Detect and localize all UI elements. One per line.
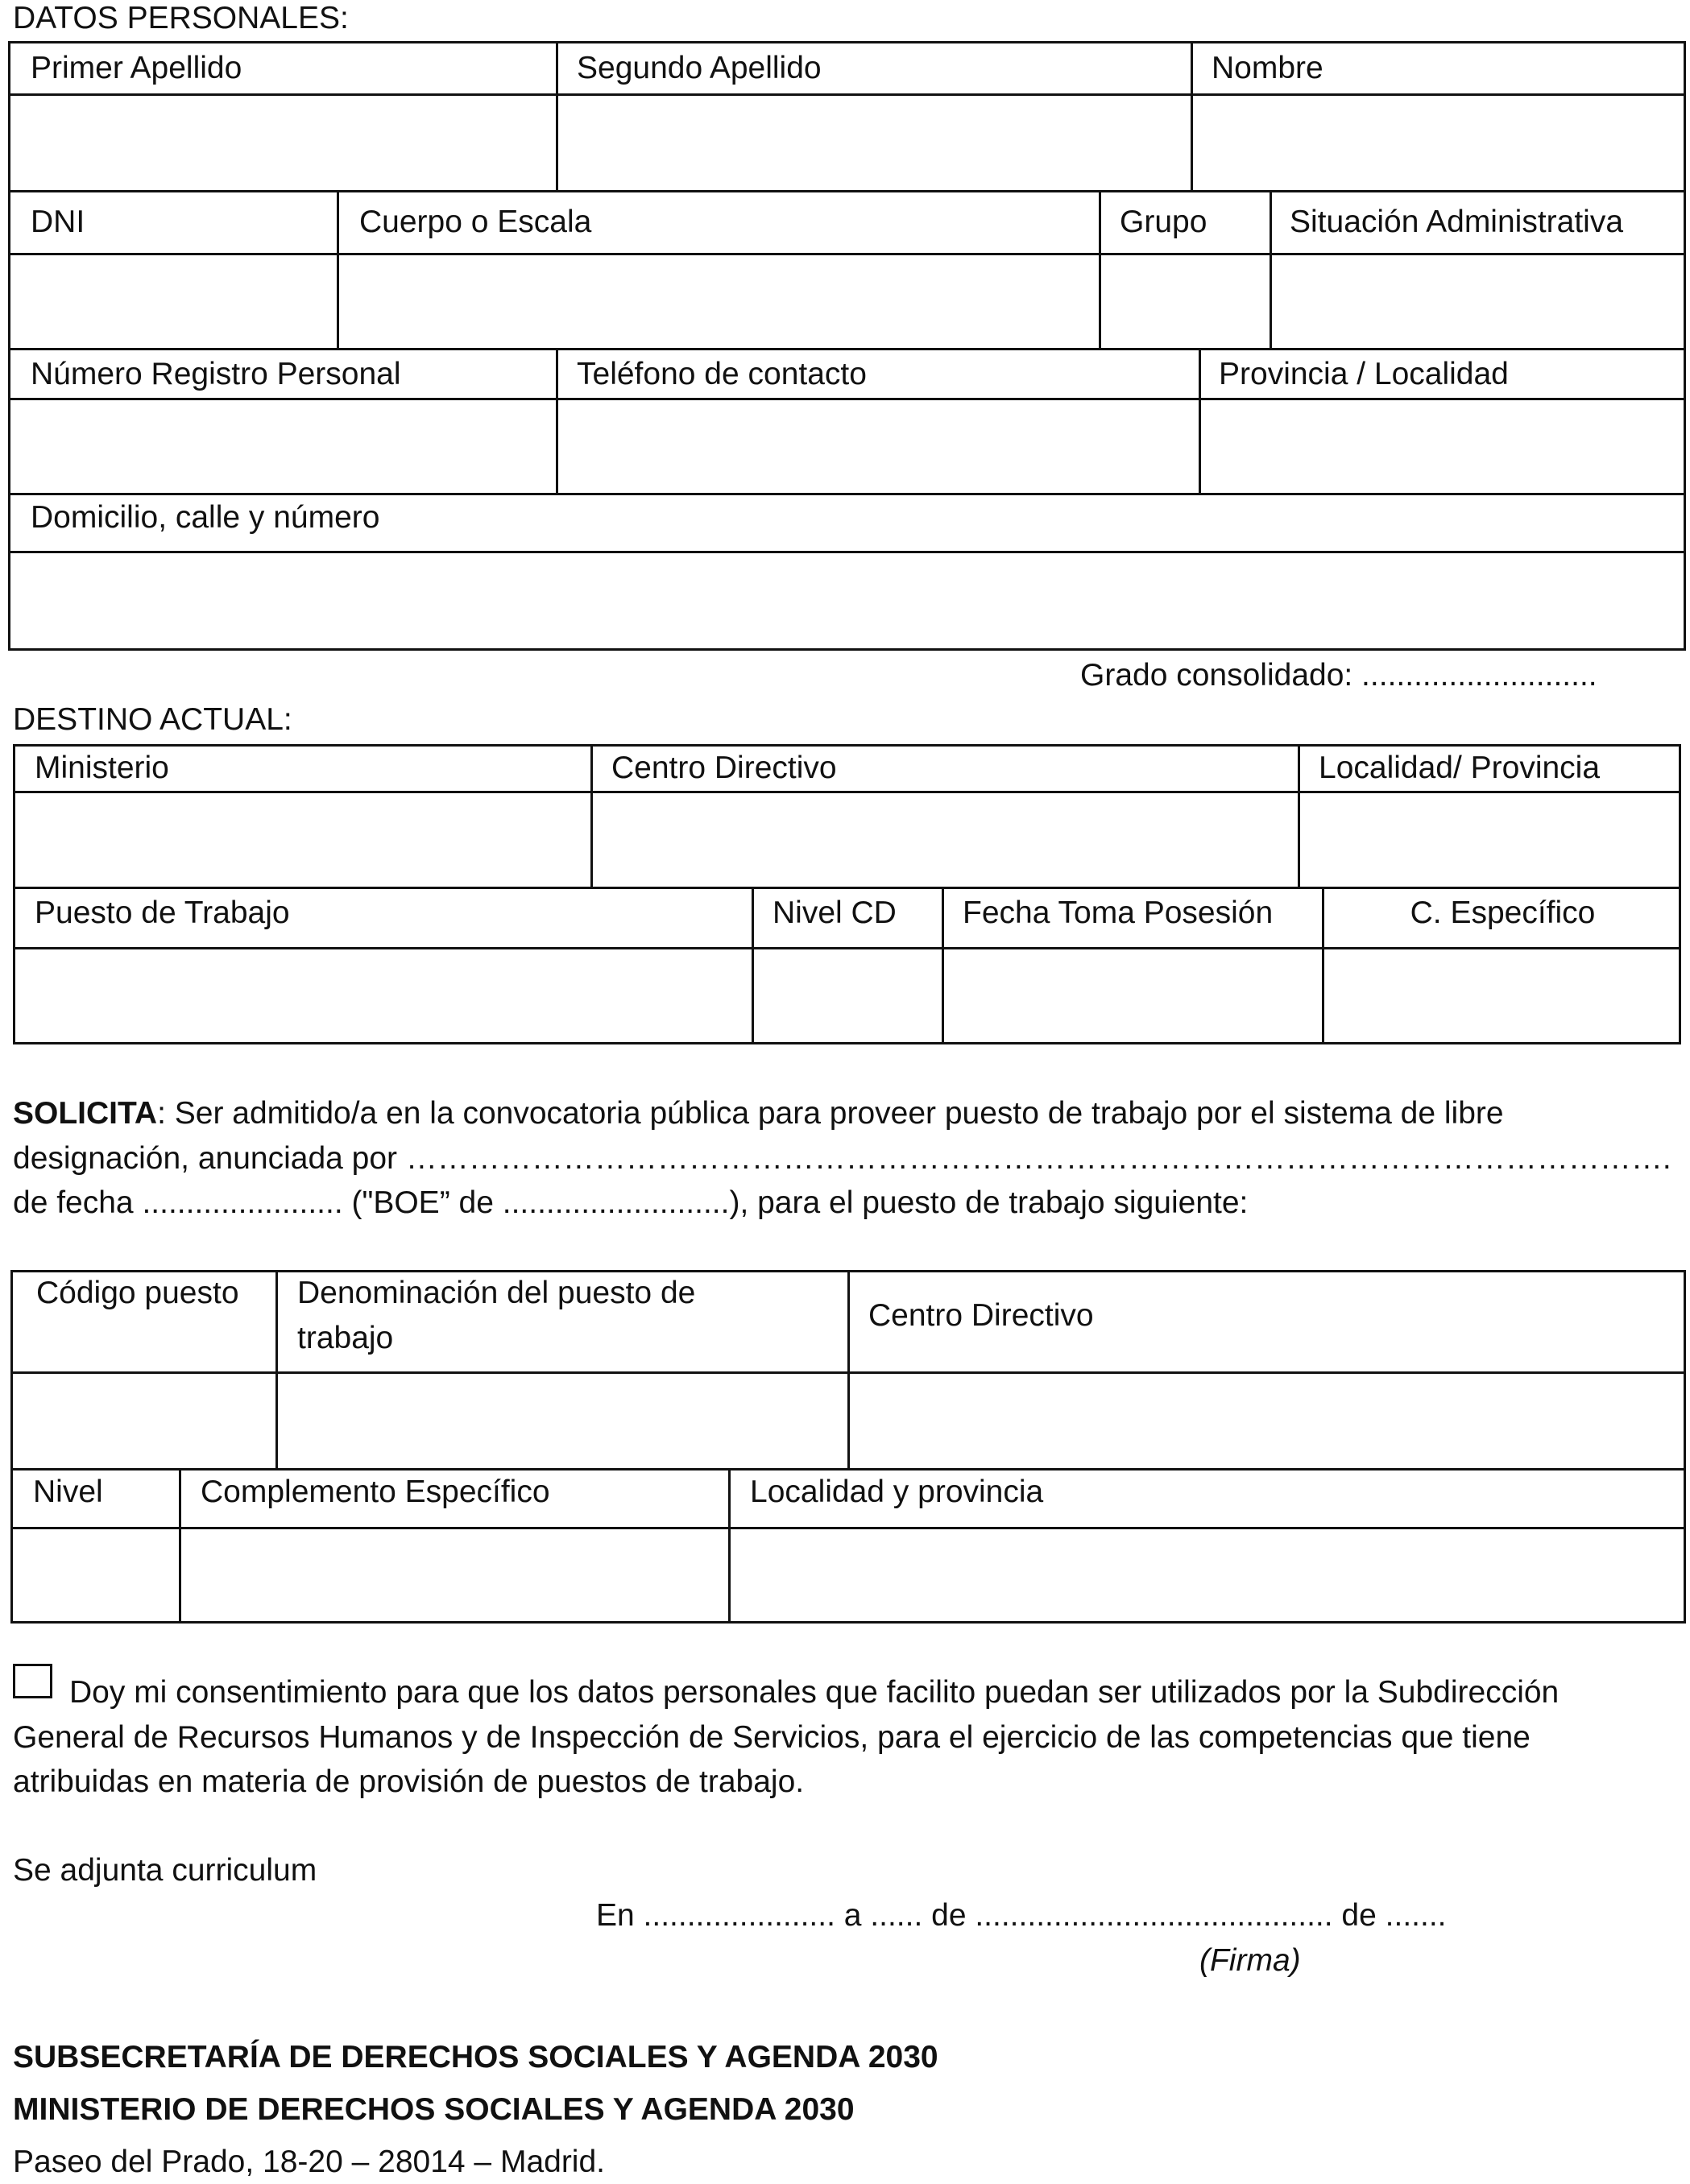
datos-personales-heading: DATOS PERSONALES: — [13, 1, 349, 35]
fecha-toma-posesion-label: Fecha Toma Posesión — [963, 896, 1274, 930]
footer-subsecretaria: SUBSECRETARÍA DE DERECHOS SOCIALES Y AGENDA 2030 — [13, 2040, 938, 2074]
centro-directivo-solicitado-field[interactable] — [850, 1374, 1684, 1468]
cuerpo-escala-field[interactable] — [339, 255, 1099, 348]
denominacion-field[interactable] — [278, 1374, 847, 1468]
solicita-line-2: designación, anunciada por …………………………………………………………………………………………………………. — [13, 1141, 1671, 1176]
fecha-toma-posesion-field[interactable] — [944, 949, 1322, 1042]
situacion-administrativa-label: Situación Administrativa — [1290, 205, 1624, 239]
grado-consolidado: Grado consolidado: ........................... — [1080, 658, 1597, 693]
centro-directivo-solicitado-label: Centro Directivo — [868, 1298, 1094, 1333]
nivel-cd-label: Nivel CD — [773, 896, 897, 930]
telefono-field[interactable] — [558, 400, 1199, 493]
codigo-puesto-label: Código puesto — [36, 1276, 239, 1310]
codigo-puesto-field[interactable] — [13, 1374, 275, 1468]
consent-line-2: General de Recursos Humanos y de Inspección de Servicios, para el ejercicio de las competencias que tiene — [13, 1720, 1531, 1755]
nivel-field[interactable] — [13, 1529, 179, 1621]
destino-row2-top-border — [13, 887, 1681, 889]
nombre-label: Nombre — [1212, 51, 1323, 85]
row3-top-border — [8, 348, 1686, 350]
destino-actual-heading: DESTINO ACTUAL: — [13, 702, 292, 737]
domicilio-label: Domicilio, calle y número — [31, 500, 380, 535]
ministerio-field[interactable] — [15, 793, 590, 887]
ministerio-label: Ministerio — [35, 751, 169, 785]
denominacion-label-line-1: Denominación del puesto de — [297, 1276, 696, 1310]
denominacion-label-line-2: trabajo — [297, 1321, 394, 1355]
row4-top-border — [8, 493, 1686, 495]
c-especifico-field[interactable] — [1324, 949, 1679, 1042]
footer-ministerio: MINISTERIO DE DERECHOS SOCIALES Y AGENDA 2030 — [13, 2092, 855, 2127]
centro-directivo-label: Centro Directivo — [611, 751, 837, 785]
footer-direccion: Paseo del Prado, 18-20 – 28014 – Madrid. — [13, 2145, 606, 2179]
solicita-line-1 — [13, 1091, 1504, 1136]
segundo-apellido-label: Segundo Apellido — [577, 51, 822, 85]
nrp-field[interactable] — [10, 400, 556, 493]
firma-label: (Firma) — [1199, 1943, 1301, 1978]
primer-apellido-label: Primer Apellido — [31, 51, 242, 85]
cuerpo-escala-label: Cuerpo o Escala — [359, 205, 592, 239]
localidad-provincia-solicitado-field[interactable] — [731, 1529, 1684, 1621]
nombre-field[interactable] — [1193, 96, 1684, 190]
provincia-localidad-label: Provincia / Localidad — [1219, 357, 1509, 391]
nivel-cd-field[interactable] — [754, 949, 942, 1042]
c-especifico-label: C. Específico — [1410, 896, 1596, 930]
adjunta-curriculum: Se adjunta curriculum — [13, 1853, 317, 1888]
grupo-field[interactable] — [1101, 255, 1270, 348]
segundo-apellido-field[interactable] — [558, 96, 1191, 190]
grupo-label: Grupo — [1120, 205, 1207, 239]
nivel-label: Nivel — [33, 1475, 103, 1509]
dni-field[interactable] — [10, 255, 337, 348]
lugar-fecha-line: En ...................... a ...... de ......................................... de ....... — [596, 1898, 1447, 1933]
puesto-trabajo-label: Puesto de Trabajo — [35, 896, 290, 930]
puesto-row2-top-border — [10, 1468, 1686, 1470]
primer-apellido-field[interactable] — [10, 96, 556, 190]
complemento-especifico-label: Complemento Específico — [201, 1475, 550, 1509]
domicilio-field[interactable] — [10, 553, 1684, 648]
situacion-administrativa-field[interactable] — [1272, 255, 1684, 348]
puesto-trabajo-field[interactable] — [15, 949, 752, 1042]
dni-label: DNI — [31, 205, 85, 239]
localidad-provincia-field[interactable] — [1300, 793, 1679, 887]
telefono-label: Teléfono de contacto — [577, 357, 867, 391]
nrp-label: Número Registro Personal — [31, 357, 401, 391]
consent-checkbox[interactable] — [13, 1664, 52, 1698]
solicita-keyword: SOLICITA — [13, 1096, 158, 1131]
solicita-line-3: de fecha ....................... ("BOE” de ..........................), para el puesto de trabajo siguiente: — [13, 1185, 1249, 1220]
row2-top-border — [8, 190, 1686, 192]
consent-line-3: atribuidas en materia de provisión de puestos de trabajo. — [13, 1764, 805, 1799]
consent-line-1: Doy mi consentimiento para que los datos personales que facilito puedan ser utilizados por la Subdirección — [69, 1675, 1560, 1710]
complemento-especifico-field[interactable] — [181, 1529, 728, 1621]
localidad-provincia-solicitado-label: Localidad y provincia — [750, 1475, 1044, 1509]
solicita-line-1-text: : Ser admitido/a en la convocatoria pública para proveer puesto de trabajo por el sistema de libre — [157, 1096, 1504, 1131]
centro-directivo-field[interactable] — [593, 793, 1298, 887]
localidad-provincia-label: Localidad/ Provincia — [1319, 751, 1601, 785]
provincia-localidad-field[interactable] — [1201, 400, 1684, 493]
